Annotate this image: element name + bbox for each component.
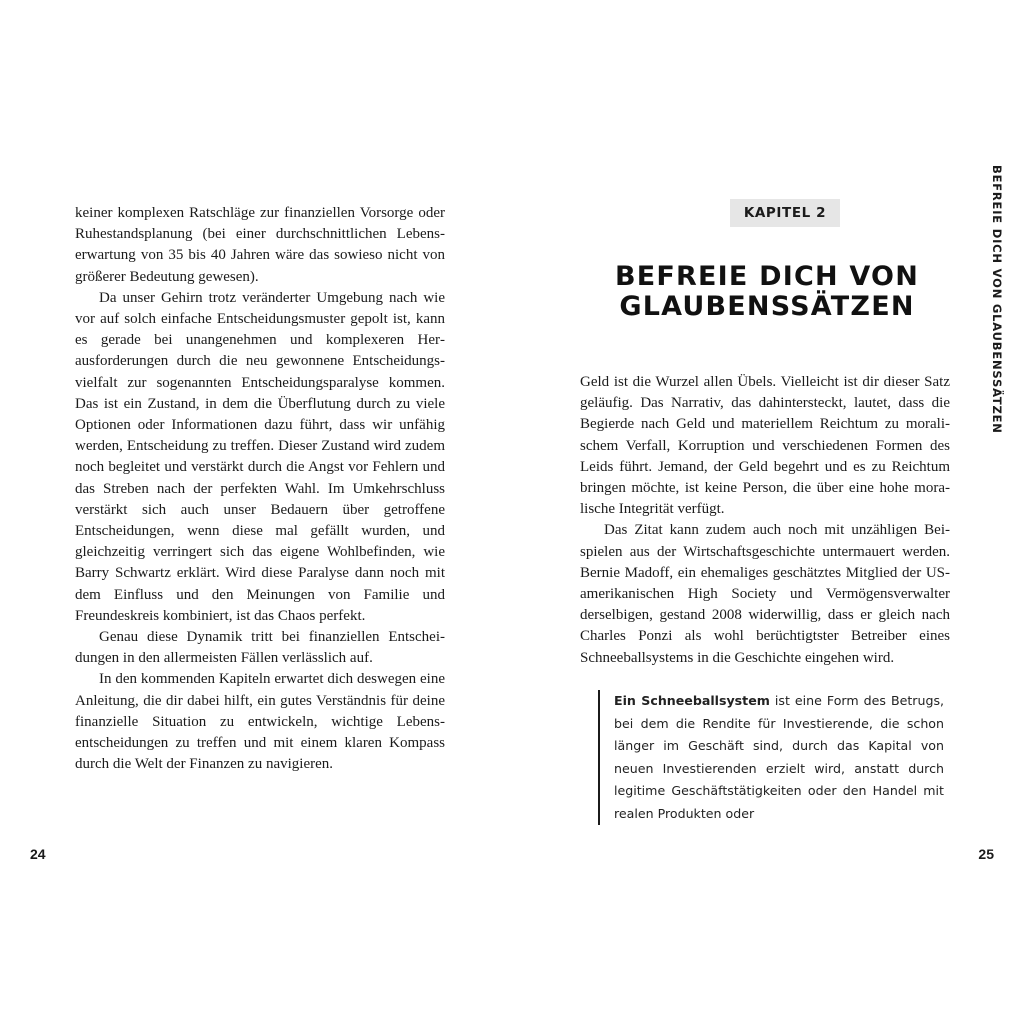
left-body-text bbox=[75, 203, 445, 775]
callout-term: Ein Schneeballsystem bbox=[614, 693, 770, 708]
chapter-title-line: BEFREIE DICH VON bbox=[614, 261, 920, 292]
paragraph: Geld ist die Wurzel allen Übels. Vielleicht ist dir dieser Satz geläufig. Das Narrativ, das dahintersteckt, lautet, dass die Begierde nach Geld und materiellem Reichtum zu moralischem Verfall, Korruption und verschiedenen Formen des Leids führt. Jemand, der Geld begehrt und es zu Reichtum bringen möchte, ist keine Person, die über eine hohe moralische Integrität verfügt. bbox=[580, 374, 950, 518]
chapter-label: KAPITEL 2 bbox=[730, 199, 840, 227]
right-body-text bbox=[580, 372, 950, 669]
paragraph: Das Zitat kann zudem auch noch mit unzähligen Beispielen aus der Wirtschaftsgeschichte untermauert werden. Bernie Madoff, ein ehemaliges geschätztes Mitglied der US-amerikanischen High Society und Vermögensverwalter derselbigen, gestand 2008 widerwillig, dass er gleich nach Charles Ponzi als wohl berüchtigtster Betreiber eines Schneeballsystems in die Geschichte eingehen wird. bbox=[580, 522, 950, 666]
paragraph: keiner komplexen Ratschläge zur finanziellen Vorsorge oder Ruhestandsplanung (bei einer durchschnittlichen Lebenserwartung von 35 bis 40 Jahren wäre das sowieso nicht von größerer Bedeutung gewesen). bbox=[75, 205, 445, 285]
paragraph: Da unser Gehirn trotz veränderter Umgebung nach wie vor auf solch einfache Entscheidungsmuster gepolt ist, kann es gerade bei unangenehmen und komplexeren Herausforderungen durch die neu gewonnene Entscheidungsvielfalt zur sogenannten Entscheidungsparalyse kommen. Das ist ein Zustand, in dem die Überflutung durch zu viele Optionen oder Informationen dazu führt, dass wir unfähig werden, Entscheidung zu treffen. Dieser Zustand wird zudem noch begleitet und verstärkt durch die Angst vor Fehlern und das Streben nach der perfekten Wahl. Im Umkehrschluss verstärkt sich auch unser Bedauern über getroffene Entscheidungen, wenn diese mal gefällt wurden, und gleichzeitig verringert sich das eigene Wohlbefinden, wie Barry Schwartz erklärt. Wird diese Paralyse dann noch mit dem Einfluss und den Meinungen von Familie und Freundeskreis kombiniert, ist das Chaos perfekt. bbox=[75, 289, 445, 624]
right-page bbox=[512, 0, 1024, 1024]
paragraph: In den kommenden Kapiteln erwartet dich deswegen eine Anleitung, die dir dabei hilft, ein gutes Verständnis für deine finanzielle Situation zu entwickeln, wichtige Lebensentscheidungen zu treffen und mit einem klaren Kompass durch die Welt der Finanzen zu navigieren. bbox=[75, 671, 445, 773]
chapter-title bbox=[582, 262, 952, 322]
running-head: BEFREIE DICH VON GLAUBENSSÄTZEN bbox=[990, 165, 1004, 434]
paragraph: Genau diese Dynamik tritt bei finanziellen Entscheidungen in den allermeisten Fällen verlässlich auf. bbox=[75, 629, 445, 667]
definition-callout bbox=[598, 690, 944, 825]
page-number-right: 25 bbox=[978, 846, 994, 862]
chapter-title-line: GLAUBENSSÄTZEN bbox=[619, 291, 915, 322]
callout-text: ist eine Form des Betrugs, bei dem die Rendite für Investierende, die schon länger im Geschäft sind, durch das Kapital von neuen Investierenden erzielt wird, anstatt durch legitime Geschäftstätigkeiten oder den Handel mit realen Produkten oder bbox=[614, 693, 945, 821]
page-number-left: 24 bbox=[30, 846, 46, 862]
